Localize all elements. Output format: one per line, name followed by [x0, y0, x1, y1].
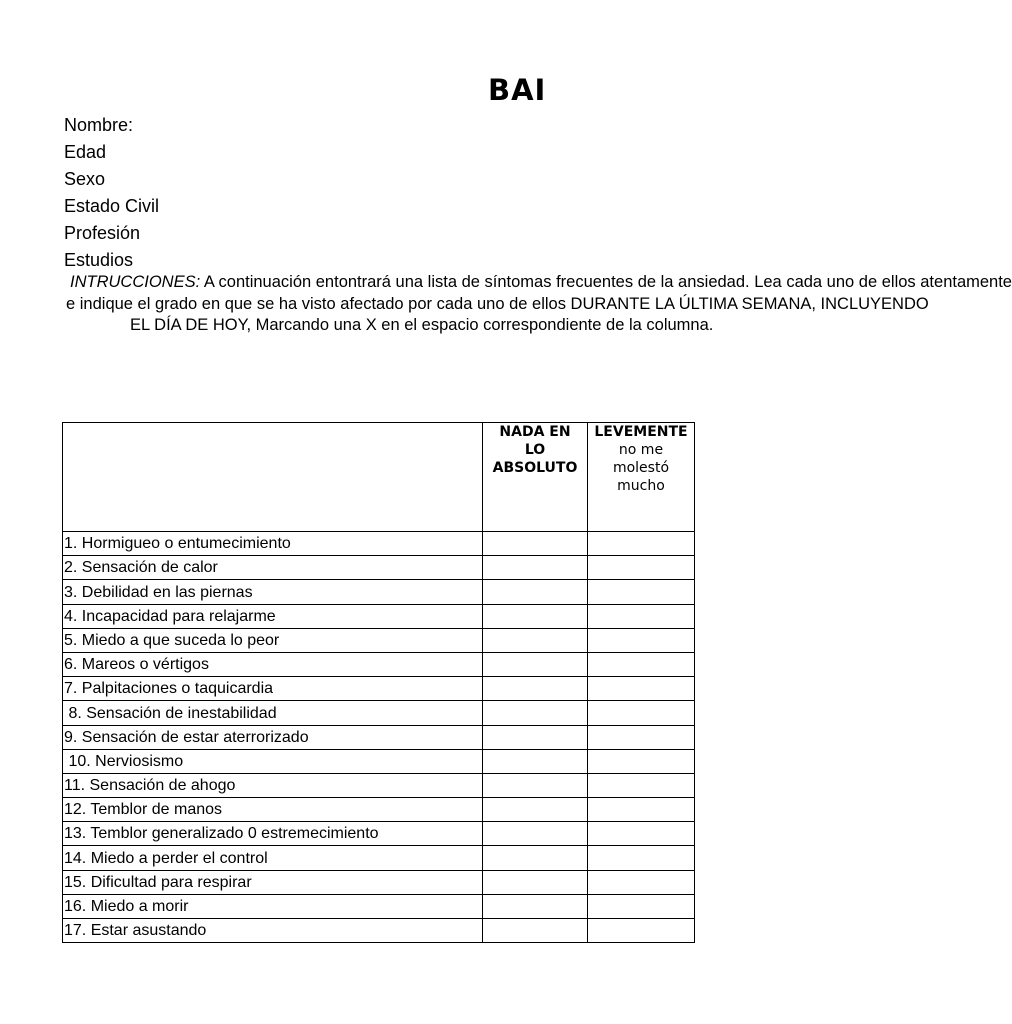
- symptom-label: 2. Sensación de calor: [63, 556, 483, 580]
- field-edad: Edad: [64, 142, 107, 162]
- answer-cell-nada[interactable]: [483, 652, 588, 676]
- table-row: [63, 822, 695, 846]
- table-row: [63, 701, 695, 725]
- answer-cell-levemente[interactable]: [588, 749, 695, 773]
- answer-cell-nada[interactable]: [483, 532, 588, 556]
- table-row: [63, 894, 695, 918]
- answer-cell-levemente[interactable]: [588, 652, 695, 676]
- symptom-label: 17. Estar asustando: [63, 919, 483, 943]
- answer-cell-levemente[interactable]: [588, 894, 695, 918]
- answer-cell-levemente[interactable]: [588, 798, 695, 822]
- answer-cell-levemente[interactable]: [588, 725, 695, 749]
- symptom-label: 3. Debilidad en las piernas: [63, 580, 483, 604]
- document-title: BAI: [488, 73, 547, 107]
- symptom-label: 1. Hormigueo o entumecimiento: [63, 532, 483, 556]
- table-row: [63, 652, 695, 676]
- symptom-label: 11. Sensación de ahogo: [63, 773, 483, 797]
- instructions-label: INTRUCCIONES:: [70, 273, 201, 291]
- table-row: [63, 846, 695, 870]
- field-sexo: Sexo: [64, 169, 106, 189]
- symptom-label: 8. Sensación de inestabilidad: [63, 701, 483, 725]
- table-row: [63, 870, 695, 894]
- field-profesion: Profesión: [64, 223, 141, 243]
- symptom-label: 15. Dificultad para respirar: [63, 870, 483, 894]
- answer-cell-nada[interactable]: [483, 894, 588, 918]
- answer-cell-levemente[interactable]: [588, 677, 695, 701]
- answer-cell-nada[interactable]: [483, 870, 588, 894]
- table-header-row: [63, 423, 695, 532]
- table-row: [63, 749, 695, 773]
- table-row: [63, 532, 695, 556]
- table-row: [63, 919, 695, 943]
- header-levemente-subtitle: no me molestó mucho: [612, 442, 670, 494]
- table-row: [63, 604, 695, 628]
- table-row: [63, 725, 695, 749]
- table-row: [63, 628, 695, 652]
- answer-cell-levemente[interactable]: [588, 846, 695, 870]
- header-levemente-label: LEVEMENTE: [594, 424, 688, 440]
- answer-cell-levemente[interactable]: [588, 773, 695, 797]
- patient-fields: [64, 112, 159, 274]
- symptom-label: 16. Miedo a morir: [63, 894, 483, 918]
- symptom-rows: [63, 532, 695, 943]
- answer-cell-nada[interactable]: [483, 580, 588, 604]
- symptom-label: 9. Sensación de estar aterrorizado: [63, 725, 483, 749]
- symptom-label: 10. Nerviosismo: [63, 749, 483, 773]
- answer-cell-nada[interactable]: [483, 846, 588, 870]
- symptom-label: 12. Temblor de manos: [63, 798, 483, 822]
- instructions-text-1: A continuación entontrará una lista de síntomas frecuentes de la ansiedad. Lea cada uno de ellos atentamente: [200, 273, 1012, 291]
- field-estudios: Estudios: [64, 250, 134, 270]
- field-estado-civil: Estado Civil: [64, 196, 160, 216]
- header-nada-label: NADA EN LO ABSOLUTO: [492, 424, 578, 476]
- instructions: [64, 272, 1012, 338]
- instructions-line-3: EL DÍA DE HOY, Marcando una X en el espacio correspondiente de la columna.: [130, 316, 714, 334]
- symptom-label: 6. Mareos o vértigos: [63, 652, 483, 676]
- answer-cell-nada[interactable]: [483, 725, 588, 749]
- answer-cell-levemente[interactable]: [588, 628, 695, 652]
- symptom-label: 7. Palpitaciones o taquicardia: [63, 677, 483, 701]
- field-nombre: Nombre:: [64, 115, 134, 135]
- header-symptom: [63, 423, 483, 532]
- answer-cell-levemente[interactable]: [588, 556, 695, 580]
- answer-cell-levemente[interactable]: [588, 919, 695, 943]
- table-row: [63, 798, 695, 822]
- header-nada-en-lo-absoluto: [483, 423, 588, 532]
- answer-cell-nada[interactable]: [483, 604, 588, 628]
- table-row: [63, 556, 695, 580]
- symptom-label: 4. Incapacidad para relajarme: [63, 604, 483, 628]
- answer-cell-levemente[interactable]: [588, 822, 695, 846]
- symptom-label: 5. Miedo a que suceda lo peor: [63, 628, 483, 652]
- answer-cell-nada[interactable]: [483, 773, 588, 797]
- answer-cell-nada[interactable]: [483, 919, 588, 943]
- answer-cell-nada[interactable]: [483, 701, 588, 725]
- header-levemente: [588, 423, 695, 532]
- answer-cell-levemente[interactable]: [588, 532, 695, 556]
- symptom-table: [62, 422, 695, 943]
- symptom-label: 13. Temblor generalizado 0 estremecimiento: [63, 822, 483, 846]
- symptom-label: 14. Miedo a perder el control: [63, 846, 483, 870]
- table-row: [63, 773, 695, 797]
- answer-cell-levemente[interactable]: [588, 604, 695, 628]
- answer-cell-levemente[interactable]: [588, 580, 695, 604]
- answer-cell-levemente[interactable]: [588, 701, 695, 725]
- answer-cell-nada[interactable]: [483, 822, 588, 846]
- instructions-line-2: e indique el grado en que se ha visto afectado por cada uno de ellos DURANTE LA ÚLTIMA SEMANA, INCLUYENDO: [66, 294, 929, 313]
- instructions-line-1: [64, 272, 1012, 294]
- table-row: [63, 677, 695, 701]
- answer-cell-nada[interactable]: [483, 749, 588, 773]
- answer-cell-nada[interactable]: [483, 628, 588, 652]
- answer-cell-nada[interactable]: [483, 556, 588, 580]
- table-row: [63, 580, 695, 604]
- answer-cell-levemente[interactable]: [588, 870, 695, 894]
- answer-cell-nada[interactable]: [483, 798, 588, 822]
- answer-cell-nada[interactable]: [483, 677, 588, 701]
